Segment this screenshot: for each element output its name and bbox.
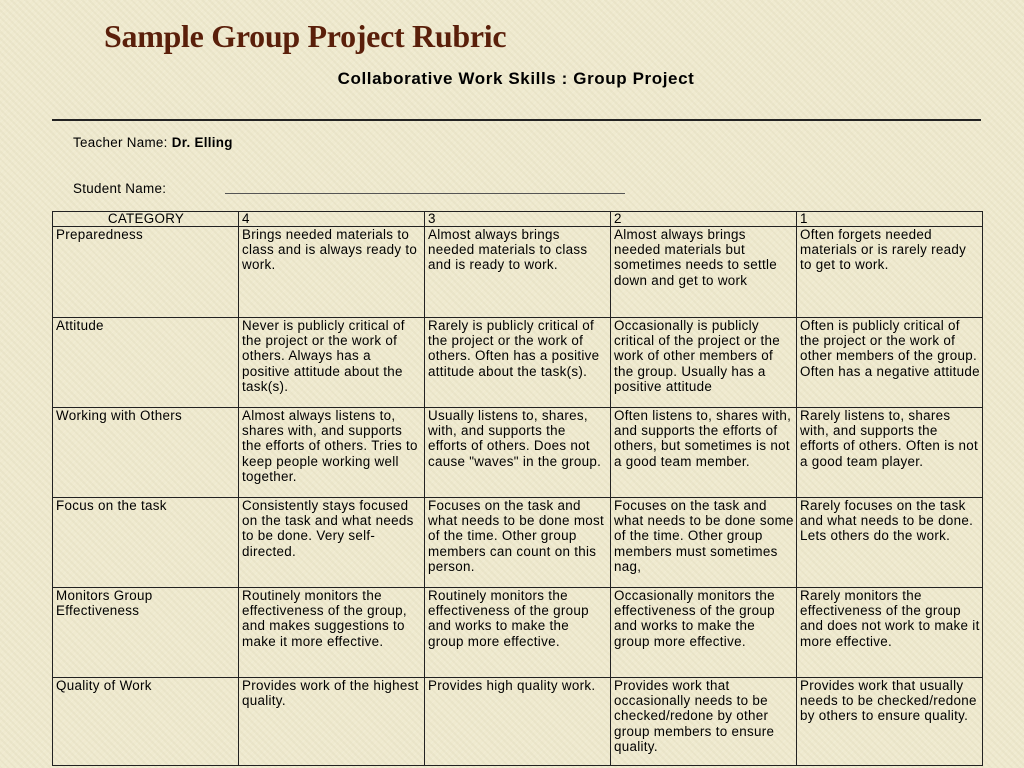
criterion-cell [611,678,797,766]
criterion-cell [797,678,983,766]
header-score-4: 4 [239,212,425,227]
criterion-text: Rarely focuses on the task and what needs to be done. Lets others do the work. [800,498,974,544]
criterion-text: Focuses on the task and what needs to be done most of the time. Other group members can count on this person. [428,498,605,574]
criterion-cell [611,588,797,678]
category-text: Working with Others [56,408,183,423]
criterion-cell [239,408,425,498]
category-cell [53,678,239,766]
criterion-text: Focuses on the task and what needs to be done some of the time. Other group members must sometimes nag, [614,498,794,574]
category-cell: Preparedness [53,227,239,318]
teacher-name-label: Teacher Name: [73,135,168,150]
criterion-cell [239,588,425,678]
criterion-text: Provides work that occasionally needs to be checked/redone by other group members to ensure quality. [614,678,775,754]
criterion-text: Often listens to, shares with, and supports the efforts of others, but sometimes is not a good team member. [614,408,792,469]
criterion-text: Routinely monitors the effectiveness of the group and works to make the group more effective. [428,588,589,649]
criterion-cell: Often forgets needed materials or is rarely ready to get to work. [797,227,983,318]
criterion-text: Occasionally is publicly critical of the project or the work of other members of the group. Usually has a positive attitude [614,318,781,394]
divider-line [52,119,981,121]
category-text: Focus on the task [56,498,167,513]
student-name-blank-line [225,193,625,194]
criterion-text: Consistently stays focused on the task and what needs to be done. Very self-directed. [242,498,414,559]
table-row [53,227,983,318]
criterion-cell: Brings needed materials to class and is always ready to work. [239,227,425,318]
student-name-label: Student Name: [73,181,167,196]
rubric-body [53,227,983,766]
rubric-subtitle: Collaborative Work Skills : Group Project [337,69,695,88]
header-score-2: 2 [611,212,797,227]
criterion-text: Provides high quality work. [428,678,596,693]
criterion-text: Rarely is publicly critical of the project or the work of others. Often has a positive attitude about the task(s). [428,318,600,379]
category-cell [53,318,239,408]
criterion-cell [425,408,611,498]
criterion-text: Routinely monitors the effectiveness of the group, and makes suggestions to make it more effective. [242,588,407,649]
criterion-cell [797,408,983,498]
criterion-cell [425,678,611,766]
criterion-cell [239,678,425,766]
criterion-text: Usually listens to, shares, with, and supports the efforts of others. Does not cause "waves" in the group. [428,408,602,469]
criterion-cell: Almost always brings needed materials but sometimes needs to settle down and get to work [611,227,797,318]
header-score-1: 1 [797,212,983,227]
teacher-name-value: Dr. Elling [171,135,233,150]
criterion-cell [611,318,797,408]
header-row [53,212,983,227]
category-cell [53,588,239,678]
criterion-text: Provides work that usually needs to be checked/redone by others to ensure quality. [800,678,977,724]
header-category: CATEGORY [53,212,239,227]
category-cell [53,498,239,588]
criterion-text: Almost always listens to, shares with, and supports the efforts of others. Tries to keep people working well together. [242,408,418,484]
criterion-text: Occasionally monitors the effectiveness of the group and works to make the group more effective. [614,588,775,649]
teacher-name-field [73,135,233,150]
criterion-cell [611,408,797,498]
criterion-cell [611,498,797,588]
category-text: Monitors Group Effectiveness [56,588,153,619]
criterion-text: Rarely monitors the effectiveness of the group and does not work to make it more effective. [800,588,980,649]
category-text: Attitude [56,318,104,333]
criterion-cell [425,498,611,588]
criterion-cell [425,318,611,408]
criterion-text: Rarely listens to, shares with, and supports the efforts of others. Often is not a good team player. [800,408,979,469]
criterion-cell [797,588,983,678]
table-row [53,498,983,588]
criterion-text: Never is publicly critical of the project or the work of others. Always has a positive attitude about the task(s). [242,318,405,394]
table-row [53,678,983,766]
criterion-text: Provides work of the highest quality. [242,678,419,709]
criterion-cell [239,318,425,408]
criterion-cell [425,588,611,678]
category-cell [53,408,239,498]
rubric-table [52,211,983,766]
criterion-cell [797,498,983,588]
criterion-text: Often is publicly critical of the project or the work of other members of the group. Often has a negative attitude [800,318,980,379]
student-name-field [73,181,166,196]
table-row [53,408,983,498]
criterion-cell: Almost always brings needed materials to class and is ready to work. [425,227,611,318]
rubric-header [53,212,983,227]
header-score-3: 3 [425,212,611,227]
table-row [53,318,983,408]
table-row [53,588,983,678]
criterion-cell [239,498,425,588]
category-text: Quality of Work [56,678,152,693]
slide-title: Sample Group Project Rubric [104,18,507,54]
criterion-cell [797,318,983,408]
